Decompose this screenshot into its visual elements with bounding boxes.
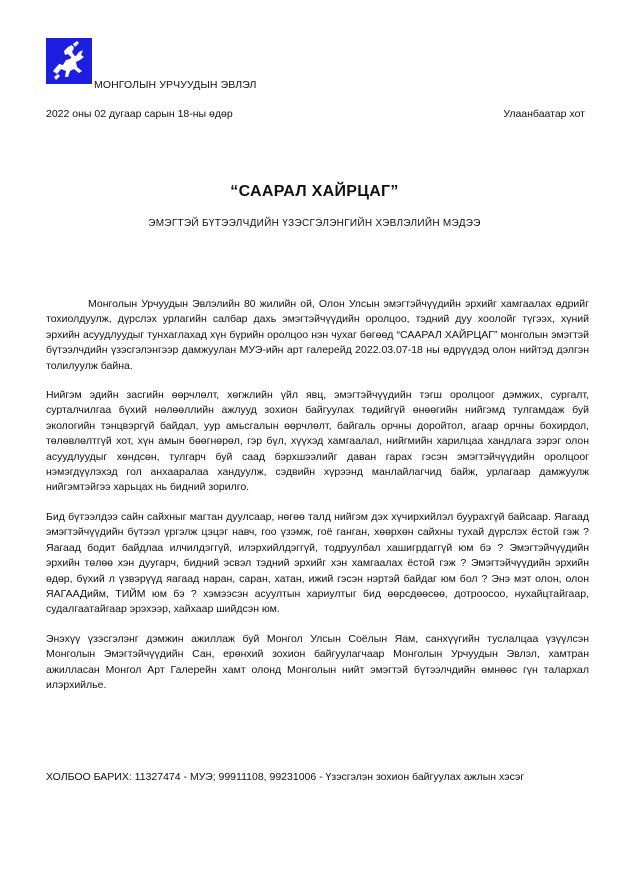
document-subtitle: ЭМЭГТЭЙ БҮТЭЭЛЧДИЙН ҮЗЭСГЭЛЭНГИЙН ХЭВЛЭЛИЙН МЭДЭЭ: [148, 218, 481, 229]
paragraph-goals: Нийгэм эдийн засгийн өөрчлөлт, хөгжлийн үйл явц, эмэгтэйчүүдийн тэгш оролцоог дэмжих, сургалт, сурталчилгаа бүхий нөлөөллийн ажлууд зохион байгуулах төдийгүй өнөөгийн нийгэмд тулгамдаж буй экологийн тэнцвэргүй байдал, уур амьсгалын өөрчлөлт, байгаль орчны доройтол, агаар орчны бохирдол, төлөвлөлтгүй хот, хүн амын бөөгнөрөл, гэр бүл, хүүхэд хамгаалал, нийгмийн харилцаа хандлага зэрэг олон асуудлуудыг хөндсөн, тулгарч буй саад бэрхшээлийг даван гарах гэсэн эмэгтэйчүүдийн оролцоог нэмэгдүүлэхэд гол анхааралаа хандуулж, сэдвийн хүрээнд манлайлагчид байж, урлагаар дамжуулж нийгэмтэйгээ харьцах нь бидний зорилго.: [46, 389, 589, 494]
release-date: 2022 оны 02 дугаар сарын 18-ны өдөр: [46, 108, 233, 120]
paragraph-acknowledgements: Энэхүү үзэсгэлэнг дэмжин ажиллаж буй Монгол Улсын Соёлын Яам, санхүүгийн туслалцаа үзүүлсэн Монголын Эмэгтэйчүүдийн Сан, ерөнхий зохион байгуулагчаар Монголын Урчуудын Эвлэл, хамтран ажилласан Монгол Арт Галерейн хамт олонд Монголын нийт эмэгтэй бүтээлчдийн өмнөөс гүн талархал илэрхийлье.: [46, 632, 589, 691]
organization-name: МОНГОЛЫН УРЧУУДЫН ЭВЛЭЛ: [94, 79, 257, 91]
release-place: Улаанбаатар хот: [503, 108, 585, 120]
document-title: “СААРАЛ ХАЙРЦАГ”: [230, 183, 399, 200]
paragraph-intro: Монголын Урчуудын Эвлэлийн 80 жилийн ой, Олон Улсын эмэгтэйчүүдийн эрхийг хамгаалах өдрийг тохиолдуулж, дүрслэх урлагийн салбар дахь эмэгтэйчүүдийн оролцоо, тэдний дуу хоолойг түгээх, хүний эрхийн асуудлуудыг тунхаглахад хүн бүрийн оролцоо нэн чухаг бөгөөд “СААРАЛ ХАЙРЦАГ” монголын эмэгтэй бүтээлчдийн үзэсгэлэнгээр дамжуулан МУЭ-ийн арт галерейд 2022.03.07-18 ны өдрүүдэд олон нийтэд дэлгэн толилуулж байна.: [46, 298, 589, 372]
body-text: [46, 297, 589, 707]
contact-info: ХОЛБОО БАРИХ: 11327474 - МУЭ; 99911108, 99231006 - Үзэсгэлэн зохион байгуулах ажлын хэсэг: [46, 771, 525, 783]
horse-rider-logo-icon: [46, 38, 92, 84]
paragraph-questions: Бид бүтээлдээ сайн сайхныг магтан дуулсаар, нөгөө талд нийгэм дэх хүчирхийлэл буурахгүй байсаар. Яагаад эмэгтэйчүүдийн бүтээл үргэлж цэцэг навч, гоо үзэмж, гоё ганган, хөөрхөн сайхны тухай дүрслэх ёстой гэж ? Яагаад бодит байдлаа илчилдэггүй, илэрхийлдэггүй, тодруулбал хашигрдаггүй юм бэ ? Эмэгтэйчүүдийн эрхийн төлөө хэн дуугарч, бидний эсвэл тэдний эрхийг хэн хамгаалах ёстой гэж ? Эмэгтэйчүүдийн эрхийн өдөр, бүхий л үзвэрүүд яагаад наран, саран, хатан, ижий гэсэн нэртэй байдаг юм бол ? Энэ мэт олон, олон ЯАГААДийм, ТИЙМ юм бэ ? хэмээсэн асуултын хариултыг бид өөрсдөөсөө, дотроосоо, нухайцтайгаар, судалгаатайгаар эрэхээр, хайхаар шийдсэн юм.: [46, 510, 589, 616]
